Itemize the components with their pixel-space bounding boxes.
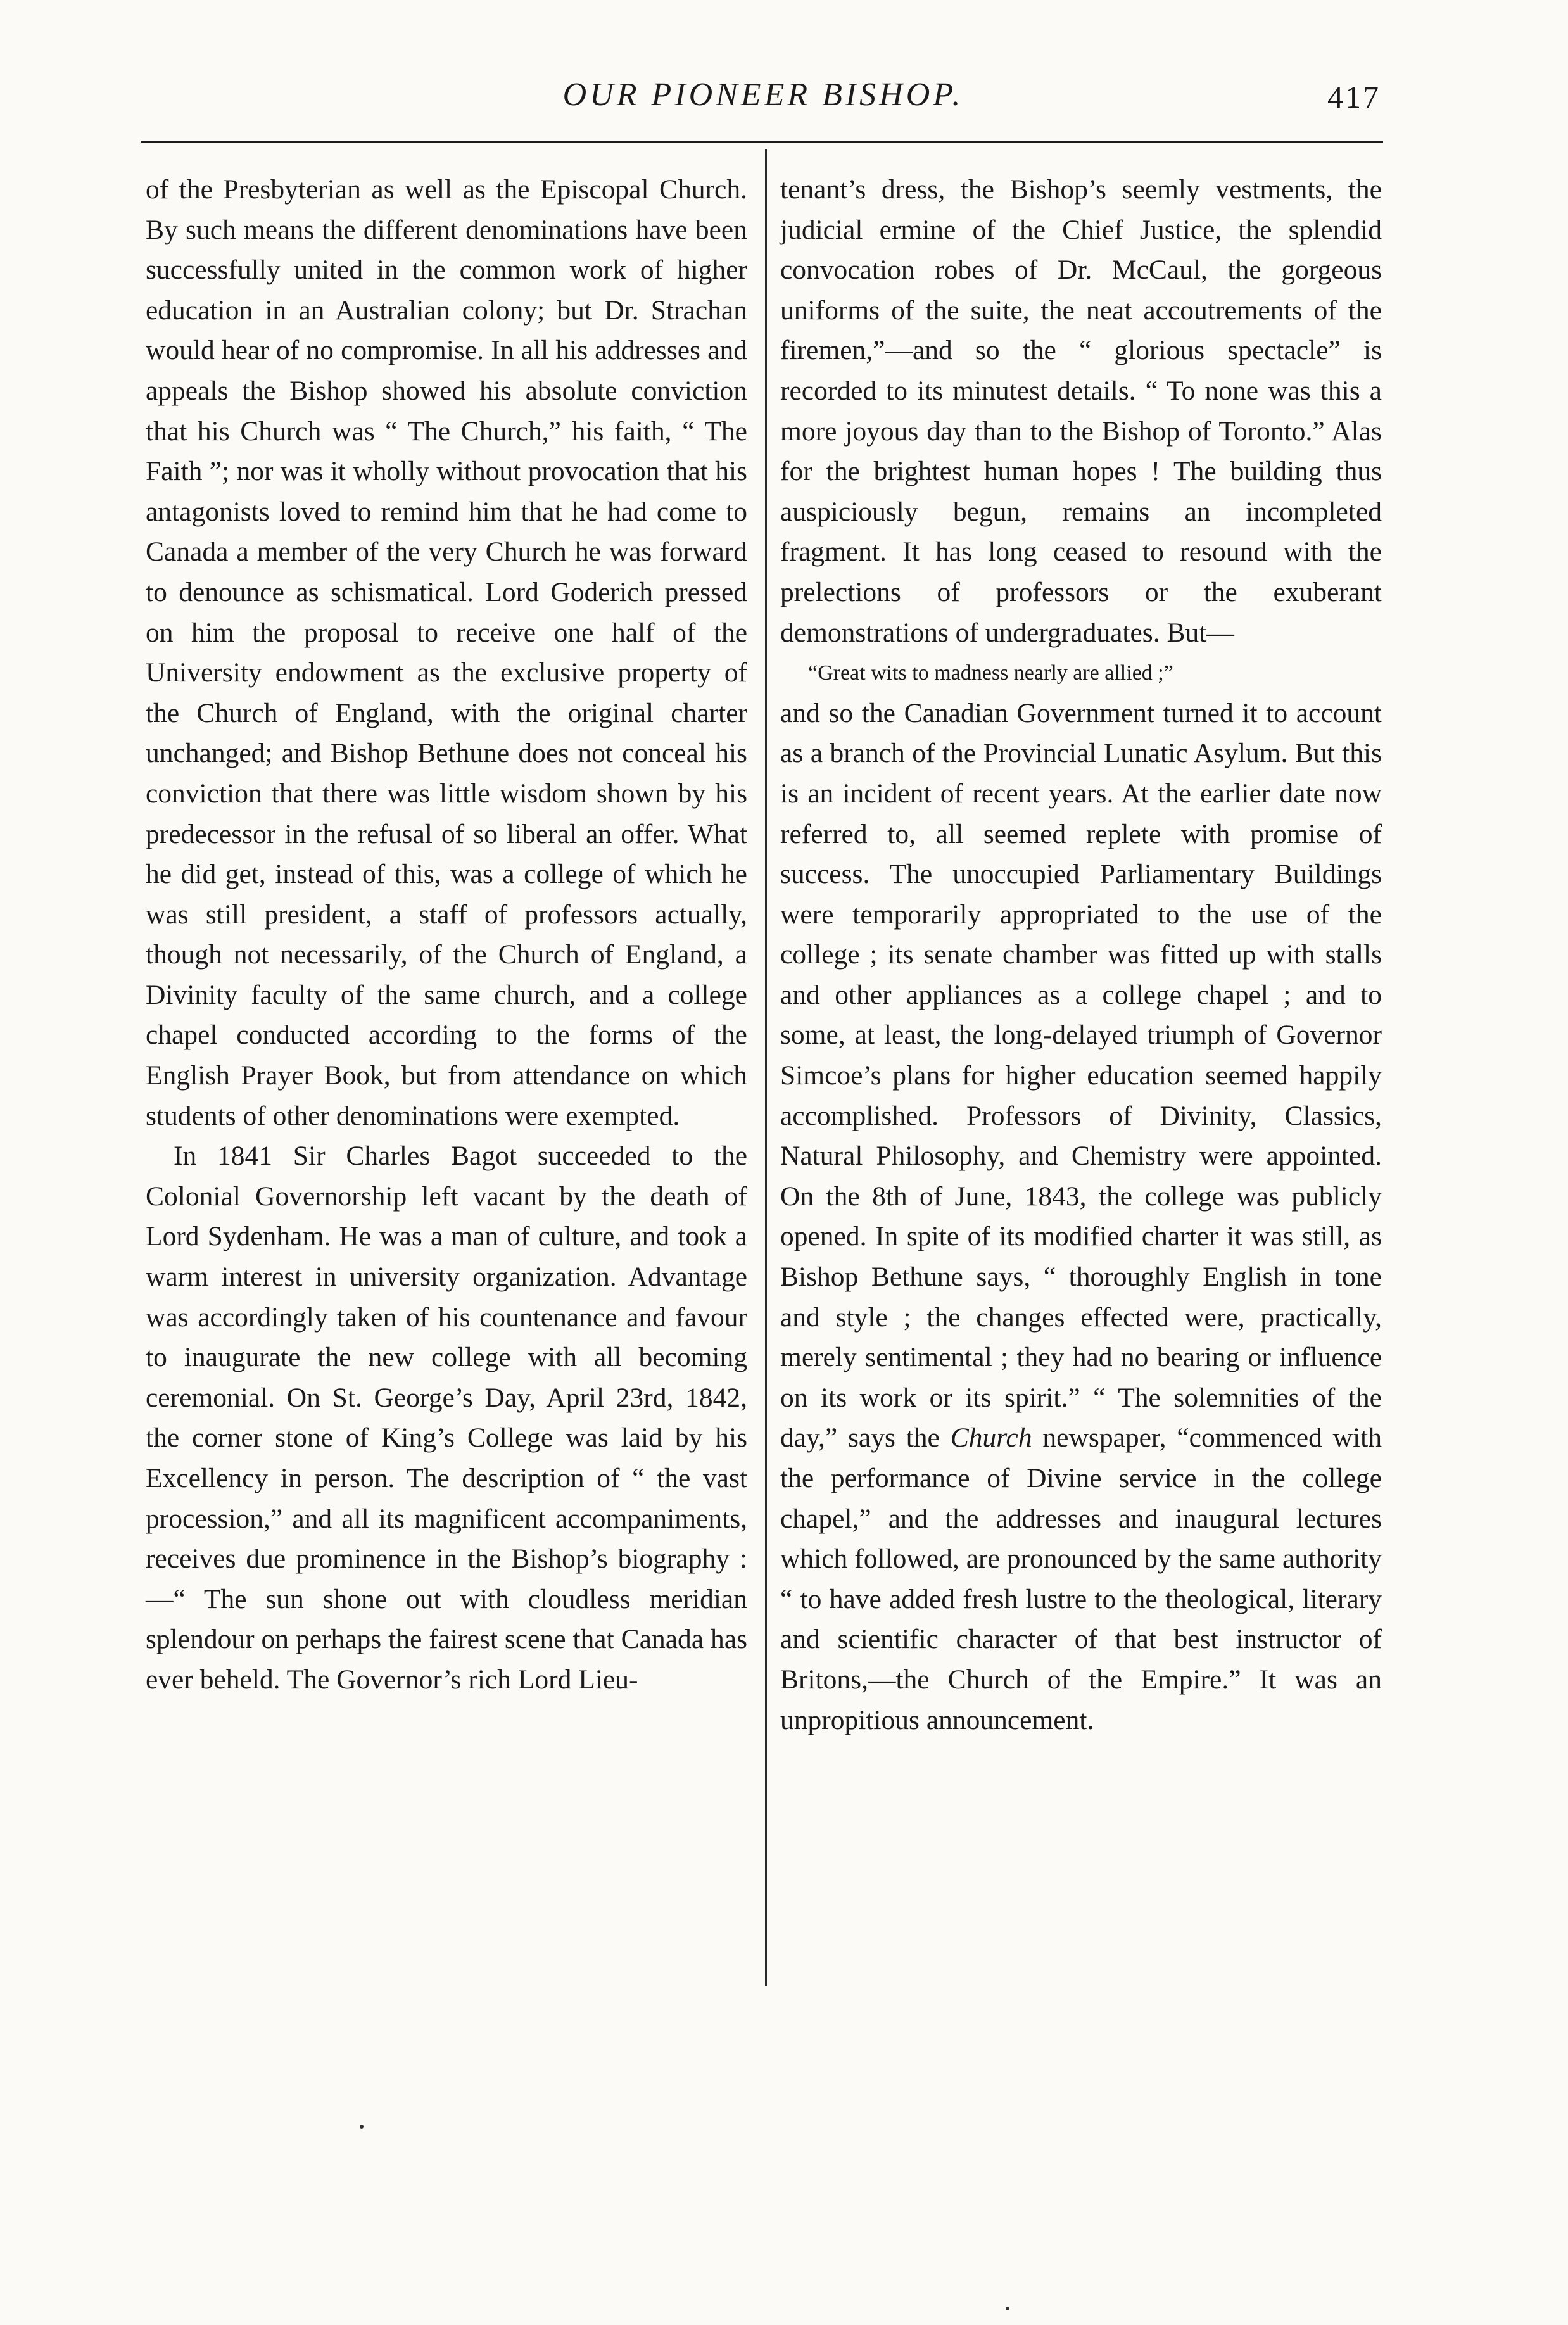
left-paragraph-2: In 1841 Sir Charles Bagot succeeded to the Colonial Governorship left vacant by the death of Lord Sydenham. He was a man of culture, and took a warm interest in university organization. Advantage was accordingly taken of his countenance and favour to inaugurate the new college with all becoming ceremonial. On St. George’s Day, April 23rd, 1842, the corner stone of King’s College was laid by his Excellency in person. The description of “ the vast procession,” and all its magnificent accompaniments, receives due prominence in the Bishop’s biography :—“ The sun shone out with cloudless meridian splendour on perhaps the fairest scene that Canada has ever beheld. The Governor’s rich Lord Lieu- <box>146 1141 747 1695</box>
verse-quote: “Great wits to madness nearly are allied ;” <box>808 661 1173 685</box>
left-column <box>146 170 747 1701</box>
page-number: 417 <box>1327 79 1381 115</box>
running-header <box>146 76 1381 133</box>
church-newspaper-title: Church <box>950 1422 1032 1454</box>
right-paragraph-2-part-b: newspaper, “commenced with the performance of Divine service in the college chapel,” and the addresses and inaugural lectures which followed, are pronounced by the same authority “ to have added fresh lustre to the theological, literary and scientific character of that best instructor of Britons,—the Church of the Empire.” It was an unpropitious announcement. <box>780 1422 1382 1735</box>
right-paragraph-2 <box>780 694 1382 1740</box>
right-paragraph-2-part-a: and so the Canadian Government turned it to account as a branch of the Provincial Lunatic Asylum. But this is an incident of recent years. At the earlier date now referred to, all seemed replete with promise of success. The unoccupied Parliamentary Buildings were temporarily appropriated to the use of the college ; its senate chamber was fitted up with stalls and other appliances as a college chapel ; and to some, at least, the long-delayed triumph of Governor Simcoe’s plans for higher education seemed happily accomplished. Professors of Divinity, Classics, Natural Philosophy, and Chemistry were appointed. On the 8th of June, 1843, the college was publicly opened. In spite of its modified charter it was still, as Bishop Bethune says, “ thoroughly English in tone and style ; the changes effected were, practically, merely sentimental ; they had no bearing or influence on its work or its spirit.” “ The solemnities of the day,” says the <box>780 697 1382 1454</box>
stray-mark <box>1006 2307 1009 2310</box>
right-column <box>780 170 1382 1740</box>
right-paragraph-1: tenant’s dress, the Bishop’s seemly vestments, the judicial ermine of the Chief Justice, the splendid convocation robes of Dr. McCaul, the gorgeous uniforms of the suite, the neat accoutrements of the firemen,”—and so the “ glorious spectacle” is recorded to its minutest details. “ To none was this a more joyous day than to the Bishop of Toronto.” Alas for the brightest human hopes ! The building thus auspiciously begun, remains an incompleted fragment. It has long ceased to resound with the prelections of professors or the exuberant demonstrations of undergraduates. But— <box>780 174 1382 648</box>
running-title: OUR PIONEER BISHOP. <box>562 77 964 113</box>
stray-mark <box>360 2125 364 2129</box>
header-rule <box>141 141 1383 143</box>
column-divider <box>765 149 767 1986</box>
left-paragraph-1: of the Presbyterian as well as the Episcopal Church. By such means the different denominations have been successfully united in the common work of higher education in an Australian colony; but Dr. Strachan would hear of no compromise. In all his addresses and appeals the Bishop showed his absolute conviction that his Church was “ The Church,” his faith, “ The Faith ”; nor was it wholly without provocation that his antagonists loved to remind him that he had come to Canada a member of the very Church he was forward to denounce as schismatical. Lord Goderich pressed on him the proposal to receive one half of the University endowment as the exclusive property of the Church of England, with the original charter unchanged; and Bishop Bethune does not conceal his conviction that there was little wisdom shown by his predecessor in the refusal of so liberal an offer. What he did get, instead of this, was a college of which he was still president, a staff of professors actually, though not necessarily, of the Church of England, a Divinity faculty of the same church, and a college chapel conducted according to the forms of the English Prayer Book, but from attendance on which students of other denominations were exempted. <box>146 174 747 1131</box>
